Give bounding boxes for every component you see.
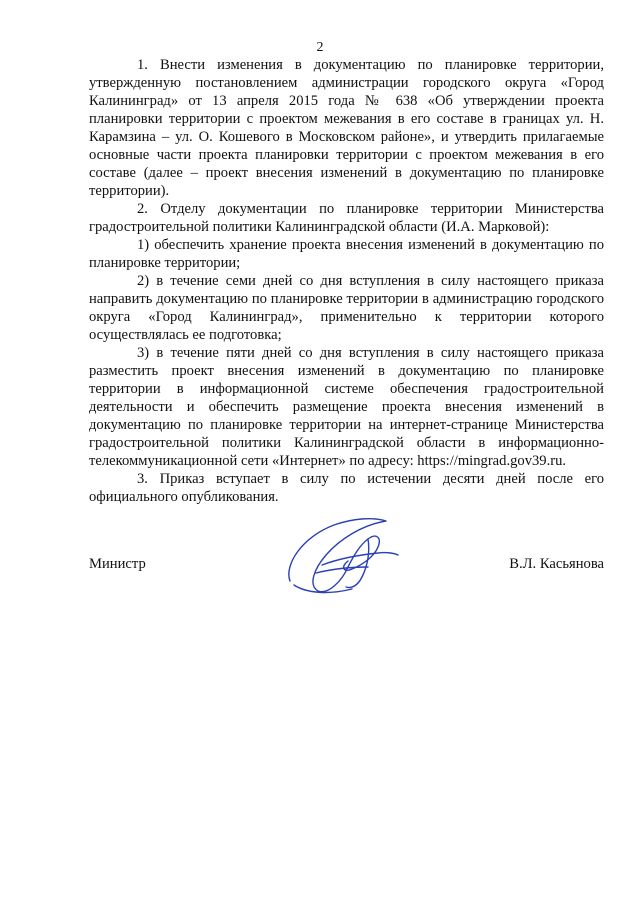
paragraph-3: 3. Приказ вступает в силу по истечении десяти дней после его официального опубликования. <box>89 471 604 505</box>
signatory-title: Министр <box>89 556 146 572</box>
page-number: 2 <box>316 40 324 55</box>
paragraph-2: 2. Отделу документации по планировке территории Министерства градостроительной политики Калининградской области (И.А. Марковой): <box>89 201 604 235</box>
handwritten-signature <box>282 515 402 597</box>
paragraph-2-item-2: 2) в течение семи дней со дня вступления в силу настоящего приказа направить документацию по планировке территории в администрацию городского округа «Город Калининград», применительно к территории которого осуществлялась ее подготовка; <box>89 273 604 343</box>
paragraph-2-item-3: 3) в течение пяти дней со дня вступления в силу настоящего приказа разместить проект внесения изменений в документацию по планировке территории в информационной системе обеспечения градостроительной деятельности и обеспечить размещение проекта внесения изменений в документацию по планировке территории на интернет-странице Министерства градостроительной политики Калининградской области в информационно-телекоммуникационной сети «Интернет» по адресу: https://mingrad.gov39.ru. <box>89 345 604 469</box>
document-body <box>89 56 604 506</box>
paragraph-2-item-1: 1) обеспечить хранение проекта внесения изменений в документацию по планировке территории; <box>89 237 604 271</box>
signatory-name: В.Л. Касьянова <box>509 556 604 572</box>
paragraph-1: 1. Внести изменения в документацию по планировке территории, утвержденную постановлением администрации городского округа «Город Калининград» от 13 апреля 2015 года № 638 «Об утверждении проекта планировки территории с проектом межевания в его составе в границах ул. Н. Карамзина – ул. О. Кошевого в Московском районе», и утвердить прилагаемые основные части проекта планировки территории с проектом межевания в его составе (далее – проект внесения изменений в документацию по планировке территории). <box>89 57 604 199</box>
